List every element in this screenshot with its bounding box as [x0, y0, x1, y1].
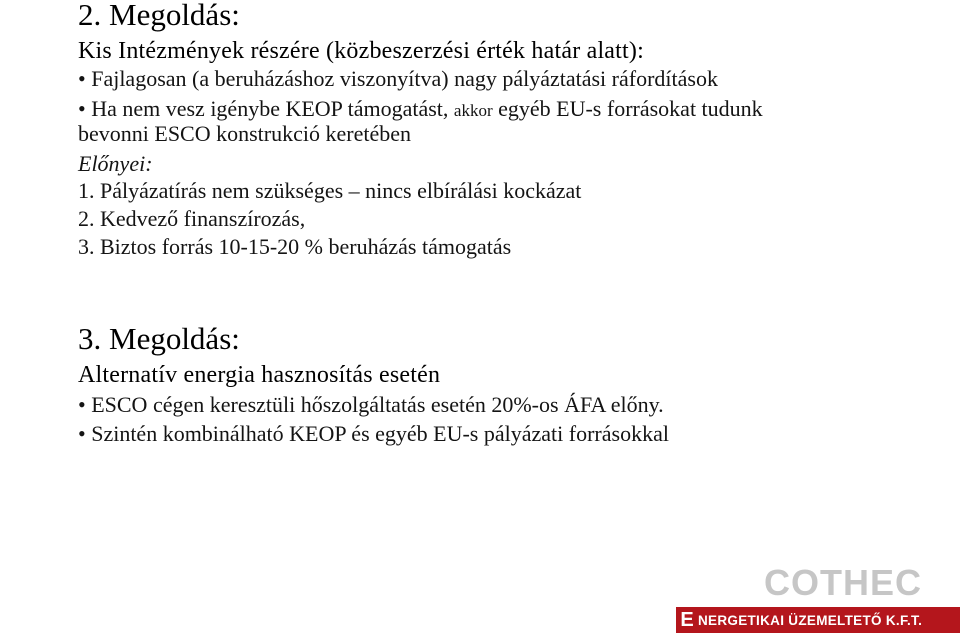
company-logo-band — [676, 607, 960, 633]
cothec-logo-wordmark: COTHEC — [764, 562, 922, 603]
section2-bullet-2-continued: bevonni ESCO konstrukció keretében — [78, 121, 411, 146]
bullet-2-text-b: egyéb EU-s forrásokat tudunk — [492, 96, 763, 121]
section2-heading: 2. Megoldás: — [78, 0, 240, 32]
advantage-item-1: 1. Pályázatírás nem szükséges – nincs elbírálási kockázat — [78, 178, 582, 203]
bullet-2-text-a: • Ha nem vesz igénybe KEOP támogatást, — [78, 96, 454, 121]
section3-subheading: Alternatív energia hasznosítás esetén — [78, 362, 441, 388]
bullet-2-text-small: akkor — [453, 101, 493, 120]
advantage-item-3: 3. Biztos forrás 10-15-20 % beruházás támogatás — [78, 234, 512, 259]
advantages-label: Előnyei: — [78, 151, 153, 176]
section2-bullet-1: • Fajlagosan (a beruházáshoz viszonyítva) nagy pályáztatási ráfordítások — [78, 66, 718, 91]
advantage-item-2: 2. Kedvező finanszírozás, — [78, 206, 306, 231]
logo-tagline: NERGETIKAI ÜZEMELTETŐ K.F.T. — [698, 612, 923, 628]
section3-bullet-2: • Szintén kombinálható KEOP és egyéb EU-s pályázati forrásokkal — [78, 421, 669, 446]
section2-subheading: Kis Intézmények részére (közbeszerzési érték határ alatt): — [78, 38, 644, 64]
logo-e-mark-icon: E — [680, 608, 694, 631]
section3-bullet-1: • ESCO cégen keresztüli hőszolgáltatás esetén 20%-os ÁFA előny. — [78, 392, 664, 417]
section2-bullet-2 — [78, 96, 763, 124]
section3-heading: 3. Megoldás: — [78, 321, 240, 356]
